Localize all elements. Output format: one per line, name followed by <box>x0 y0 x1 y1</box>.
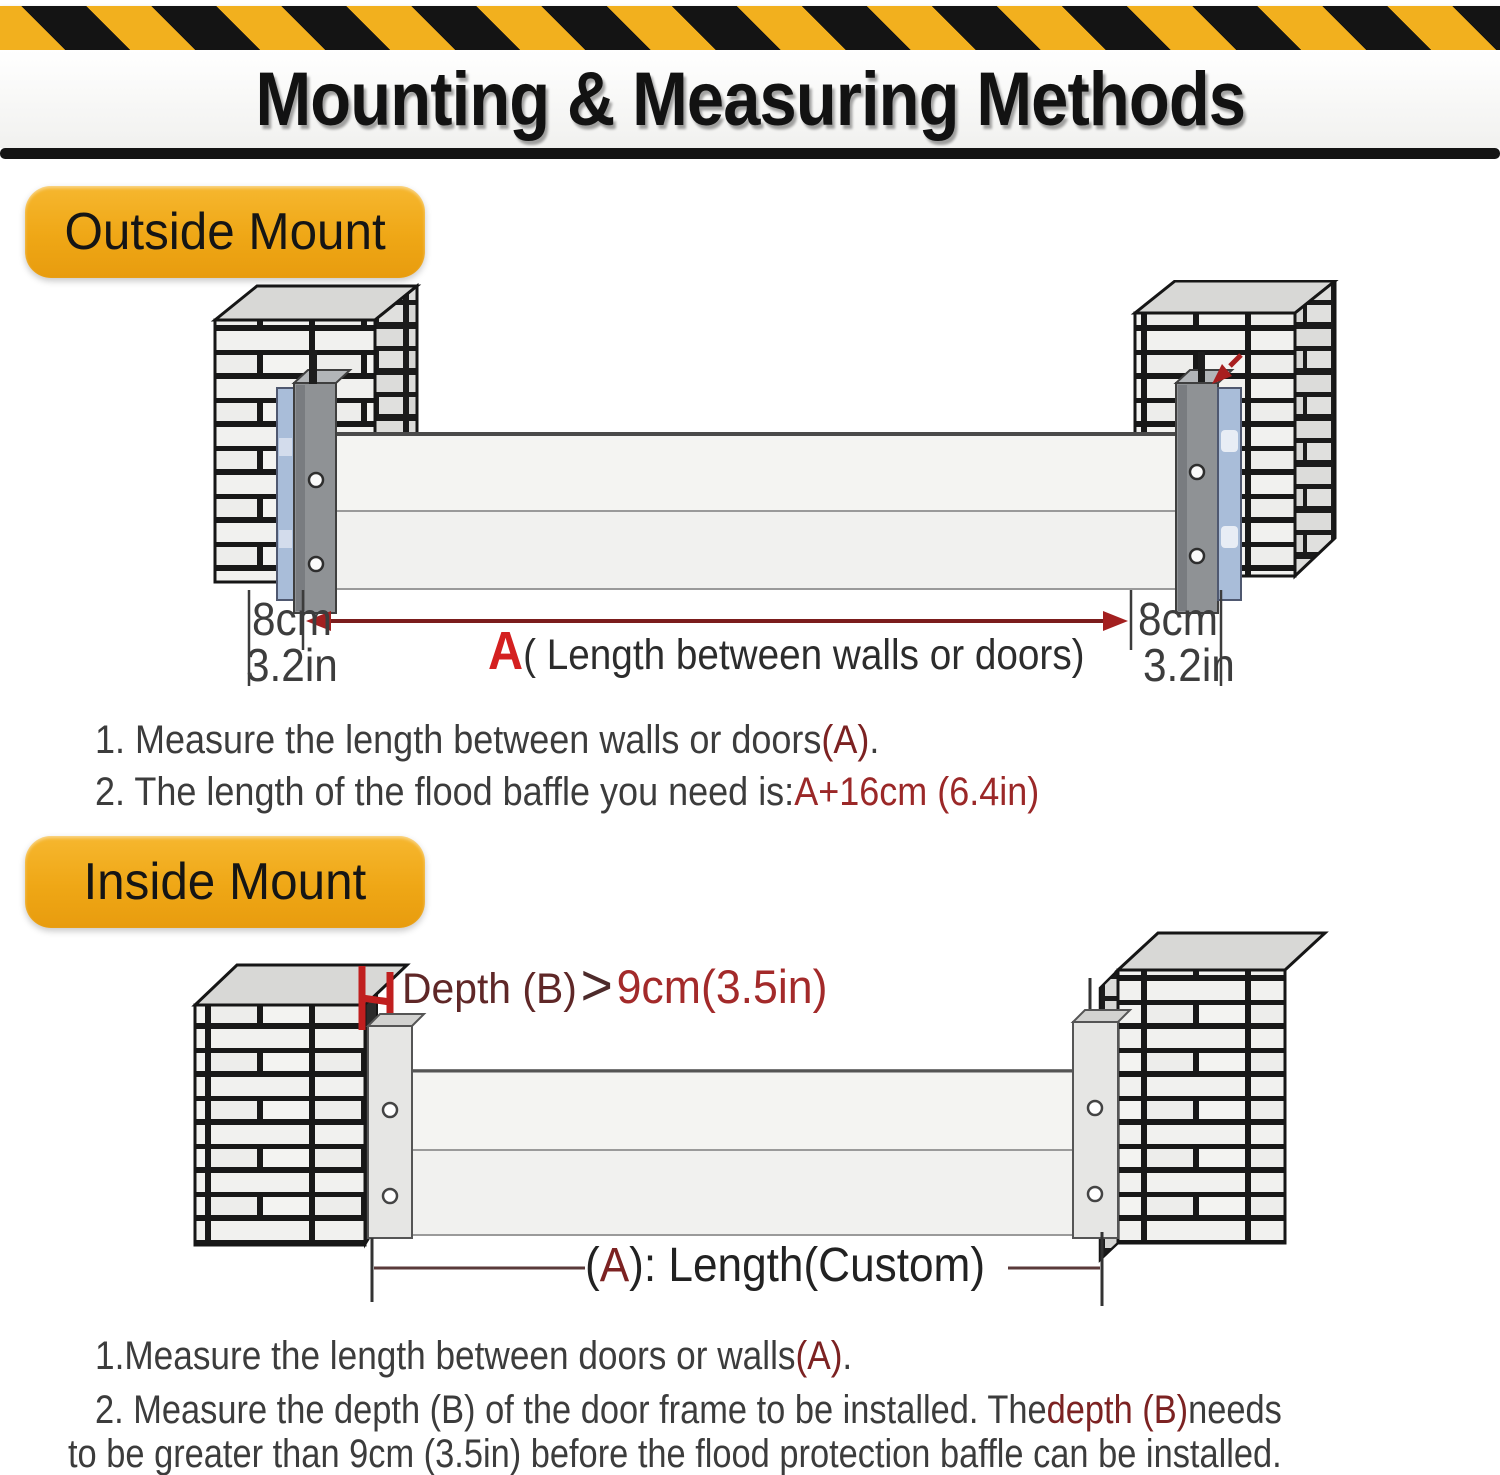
seal-strip-hole <box>1221 430 1238 452</box>
screw-hole <box>309 473 323 487</box>
bracket-plate <box>368 1026 412 1238</box>
step-text: needs <box>1188 1388 1282 1432</box>
inside-step-1 <box>95 1334 852 1379</box>
caution-stripe-banner <box>0 6 1500 50</box>
screw-hole <box>383 1189 397 1203</box>
step-highlight: (A) <box>795 1334 843 1378</box>
flood-barrier-panels-inside <box>412 1070 1073 1235</box>
wall-slot <box>309 350 317 384</box>
bracket-shadow <box>296 385 305 611</box>
depth-requirement-label <box>402 950 828 1017</box>
barrier-panel-bottom <box>336 511 1176 589</box>
outside-step-2 <box>95 770 1039 815</box>
seal-strip-hole <box>279 438 292 456</box>
flood-barrier-panels <box>336 433 1176 589</box>
bracket-plate <box>1073 1022 1118 1238</box>
step-highlight: A+16cm (6.4in) <box>794 770 1040 814</box>
step-text: 2. The length of the flood baffle you need is: <box>95 770 795 814</box>
inside-mount-badge <box>25 836 425 928</box>
depth-value: 9cm(3.5in) <box>616 960 828 1013</box>
title-band <box>0 50 1500 148</box>
page-title: Mounting & Measuring Methods <box>255 56 1245 142</box>
step-text: 1. Measure the length between walls or doors <box>95 718 822 762</box>
outside-right-bracket <box>1176 352 1241 613</box>
screw-hole <box>1088 1101 1102 1115</box>
barrier-panel-bottom <box>412 1150 1073 1235</box>
screw-hole <box>1190 549 1204 563</box>
barrier-panel-top <box>412 1070 1073 1150</box>
pillar-top-cap <box>1118 933 1325 970</box>
step-text: 1.Measure the length between doors or walls <box>95 1334 796 1378</box>
custom-length-label <box>585 1238 985 1293</box>
screw-hole <box>1190 465 1204 479</box>
step-text: . <box>869 718 880 762</box>
step-highlight: depth (B) <box>1046 1388 1189 1432</box>
depth-marker-crossbar <box>362 998 390 1002</box>
span-caption: ( Length between walls or doors) <box>523 631 1085 679</box>
span-length-label <box>488 620 1085 682</box>
seal-strip <box>277 388 294 600</box>
inside-step-2-line-1 <box>95 1388 1282 1433</box>
barrier-panel-top <box>336 433 1176 511</box>
span-letter-a: A <box>488 621 524 681</box>
depth-label: Depth (B) <box>402 965 577 1013</box>
seal-strip-hole <box>1221 526 1238 548</box>
inside-step-2-line-2 <box>68 1432 1282 1475</box>
inside-right-pillar <box>1100 933 1325 1260</box>
left-offset-cm-label: 8cm <box>252 593 332 645</box>
pillar-front-face <box>195 1005 365 1245</box>
step-text: . <box>842 1334 853 1378</box>
seal-strip-hole <box>279 530 292 548</box>
inside-mount-badge-label: Inside Mount <box>83 853 367 911</box>
pillar-side-face <box>1295 281 1335 576</box>
right-offset-in-label: 3.2in <box>1143 639 1235 691</box>
step-text: 2. Measure the depth (B) of the door frame to be installed. The <box>95 1388 1047 1432</box>
outside-mount-badge-label: Outside Mount <box>64 203 386 261</box>
left-offset-in-label: 3.2in <box>246 639 338 691</box>
bracket-shadow <box>1178 385 1187 611</box>
right-offset-cm-label: 8cm <box>1138 593 1218 645</box>
length-caption: ): Length(Custom) <box>629 1239 986 1292</box>
wall-slot <box>1198 352 1205 382</box>
seal-strip <box>1218 388 1241 600</box>
step-text: to be greater than 9cm (3.5in) before the flood protection baffle can be installed. <box>68 1432 1282 1475</box>
length-open-paren: ( <box>585 1239 600 1292</box>
screw-hole <box>309 557 323 571</box>
greater-than-sign: > <box>580 953 613 1018</box>
title-divider-bar <box>0 148 1500 159</box>
arrow-head-right-icon <box>1103 611 1128 631</box>
length-letter-a: A <box>599 1239 630 1292</box>
pillar-front-face <box>1118 970 1285 1243</box>
step-highlight: (A) <box>821 718 870 762</box>
screw-hole <box>1088 1187 1102 1201</box>
outside-step-1 <box>95 718 879 763</box>
screw-hole <box>383 1103 397 1117</box>
outside-mount-badge <box>25 186 425 278</box>
